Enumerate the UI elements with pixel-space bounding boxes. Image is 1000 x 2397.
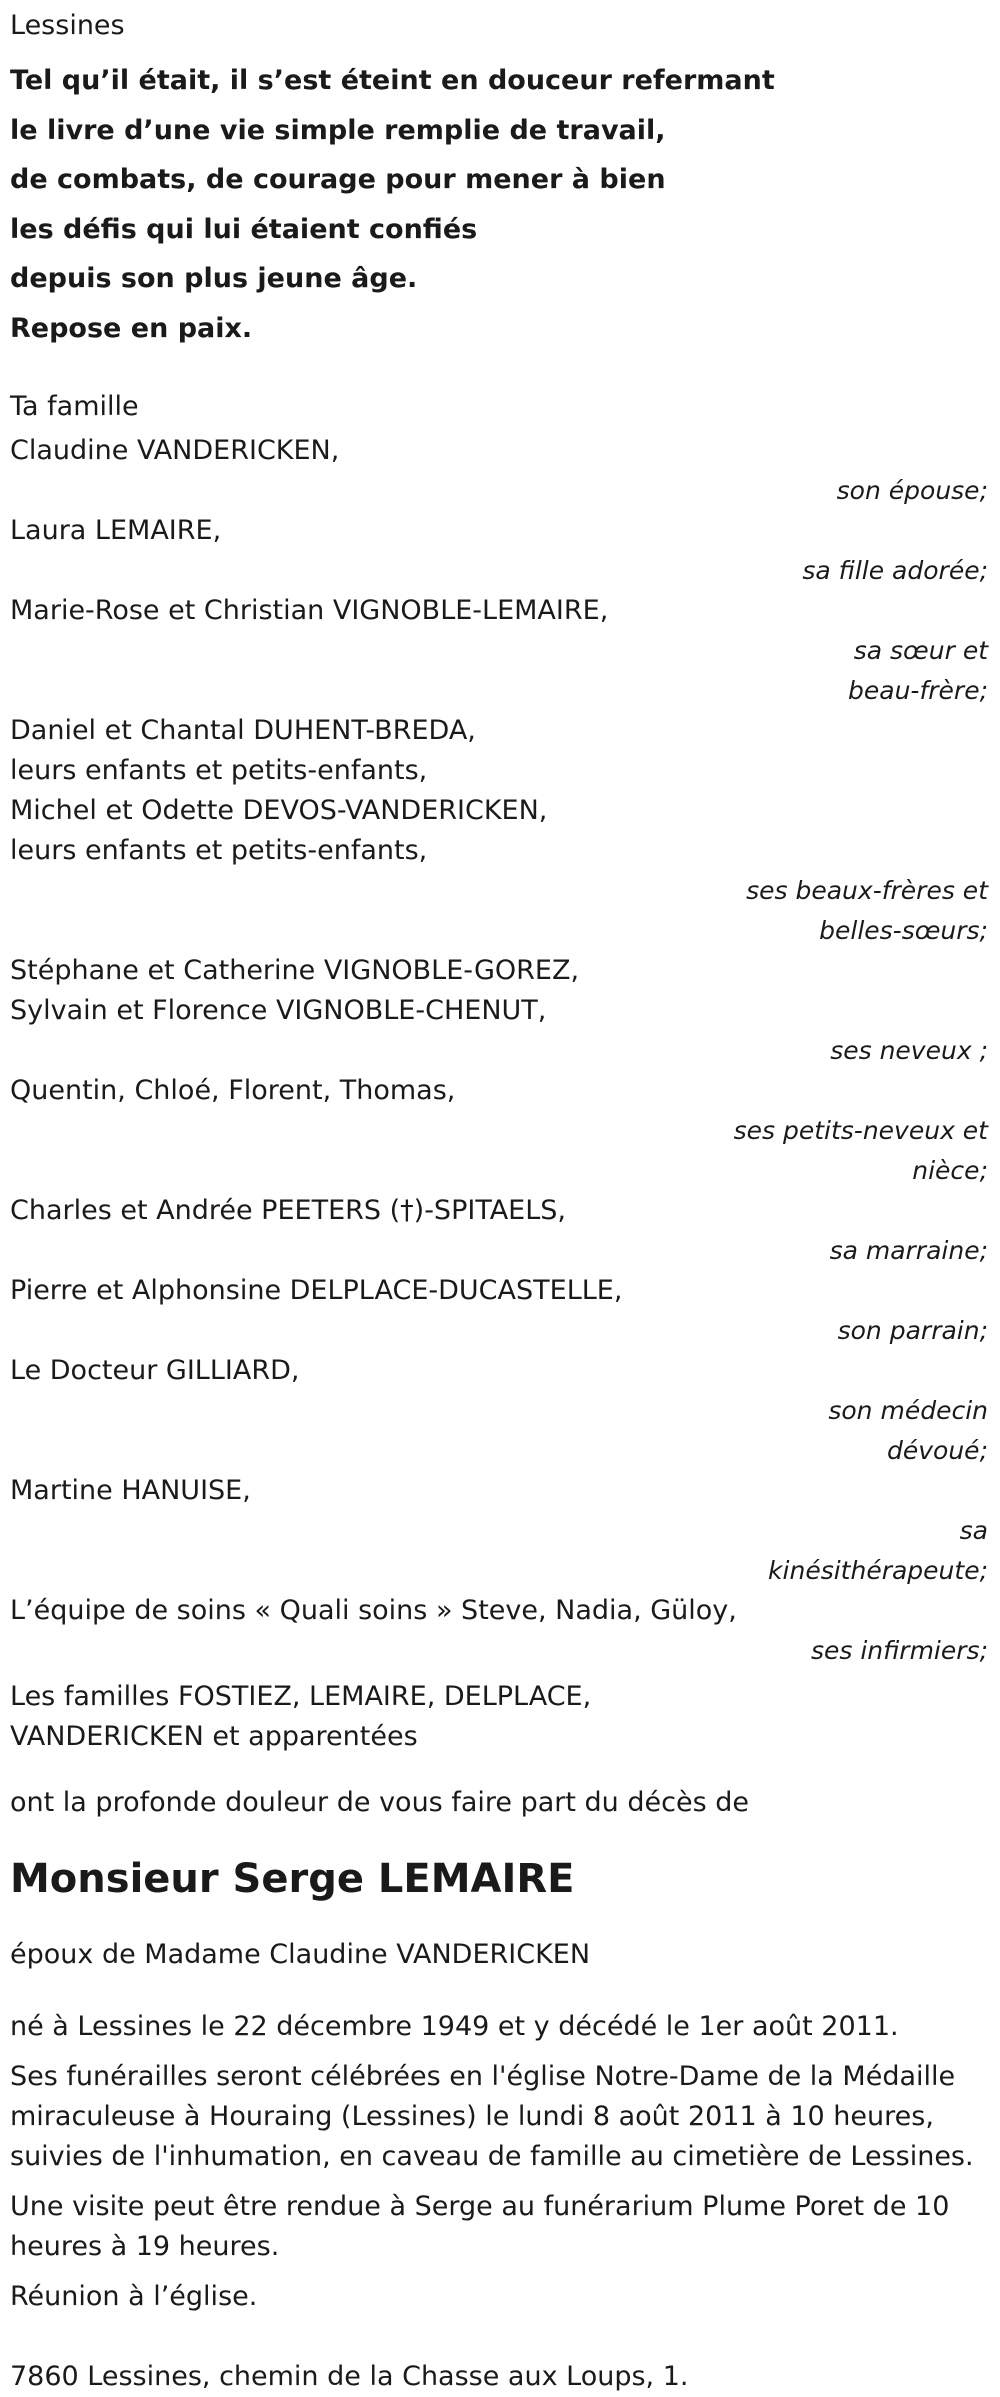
relation-text: dévoué; [887,1436,988,1465]
family-names [10,1471,990,1511]
relation-text: beau-frère; [848,676,988,705]
family-list [10,431,990,1671]
family-names [10,511,990,551]
family-names [10,1351,990,1391]
relation-text: son médecin [828,1396,988,1425]
family-member-name: Marie-Rose et Christian VIGNOBLE-LEMAIRE, [10,595,609,626]
relation-text: sa marraine; [829,1236,988,1265]
family-member-name: Stéphane et Catherine VIGNOBLE-GOREZ, [10,955,580,986]
poem-line: Tel qu’il était, il s’est éteint en douceur refermant [10,65,775,96]
poem-line: de combats, de courage pour mener à bien [10,164,666,195]
deceased-name: Monsieur Serge LEMAIRE [10,1856,575,1902]
announcement-text: ont la profonde douleur de vous faire part du décès de [10,1787,749,1818]
relation-text: belles-sœurs; [819,916,988,945]
family-entry [10,591,990,711]
family-names [10,431,990,471]
family-names [10,711,990,871]
family-member-name: Charles et Andrée PEETERS (†)-SPITAELS, [10,1195,567,1226]
family-entry [10,1591,990,1671]
family-member-name: leurs enfants et petits-enfants, [10,755,428,786]
details-paragraph: Une visite peut être rendue à Serge au funérarium Plume Poret de 10 heures à 19 heures. [10,2191,950,2262]
family-entry [10,1271,990,1351]
relation-text: sa sœur et [853,636,988,665]
family-entry [10,1471,990,1591]
spouse-line: époux de Madame Claudine VANDERICKEN [10,1939,591,1970]
relation-text: son épouse; [836,476,988,505]
family-names [10,1071,990,1111]
relation-text: sa [959,1516,988,1545]
family-names [10,591,990,631]
family-entry [10,1351,990,1471]
family-names [10,1191,990,1231]
family-entry [10,431,990,511]
relation-text: ses beaux-frères et [746,876,988,905]
family-entry [10,1071,990,1191]
relation-text: sa fille adorée; [802,556,988,585]
place-heading: Lessines [10,10,125,41]
family-relation [10,1391,988,1471]
family-relation [10,1111,988,1191]
tribute-poem [10,56,990,353]
family-relation [10,1031,988,1071]
poem-line: Repose en paix. [10,312,253,344]
relation-text: kinésithérapeute; [768,1556,988,1585]
family-member-name: L’équipe de soins « Quali soins » Steve, Nadia, Güloy, [10,1595,737,1626]
family-entry [10,1191,990,1271]
family-member-name: Pierre et Alphonsine DELPLACE-DUCASTELLE, [10,1275,623,1306]
relation-text: ses petits-neveux et [733,1116,988,1145]
family-relation [10,1631,988,1671]
family-closing-line: Les familles FOSTIEZ, LEMAIRE, DELPLACE, [10,1681,592,1712]
family-member-name: Sylvain et Florence VIGNOBLE-CHENUT, [10,995,547,1026]
poem-line: depuis son plus jeune âge. [10,263,418,294]
family-member-name: Quentin, Chloé, Florent, Thomas, [10,1075,456,1106]
family-member-name: leurs enfants et petits-enfants, [10,835,428,866]
family-relation [10,551,988,591]
family-entry [10,511,990,591]
family-names [10,951,990,1031]
family-names [10,1591,990,1631]
relation-text: nièce; [912,1156,988,1185]
family-closing-line: VANDERICKEN et apparentées [10,1721,418,1752]
family-entry [10,711,990,951]
details-paragraph: né à Lessines le 22 décembre 1949 et y décédé le 1er août 2011. [10,2011,899,2042]
funeral-details [10,2007,990,2317]
family-member-name: Claudine VANDERICKEN, [10,435,340,466]
relation-text: ses neveux ; [830,1036,988,1065]
family-relation [10,1231,988,1271]
family-entry [10,951,990,1071]
poem-line: les défis qui lui étaient confiés [10,213,478,245]
details-paragraph: Réunion à l’église. [10,2281,258,2312]
family-relation [10,471,988,511]
family-member-name: Laura LEMAIRE, [10,515,222,546]
family-relation [10,631,988,711]
relation-text: ses infirmiers; [810,1636,988,1665]
relation-text: son parrain; [837,1316,988,1345]
family-member-name: Martine HANUISE, [10,1475,251,1506]
family-intro: Ta famille [10,391,139,422]
family-member-name: Le Docteur GILLIARD, [10,1355,300,1386]
family-closing [10,1677,990,1757]
address-line: 7860 Lessines, chemin de la Chasse aux Loups, 1. [10,2361,689,2392]
details-paragraph: Ses funérailles seront célébrées en l'église Notre-Dame de la Médaille miraculeuse à Houraing (Lessines) le lundi 8 août 2011 à 10 heures, suivies de l'inhumation, en caveau de famille au cimetière de Lessines. [10,2061,974,2172]
family-relation [10,1311,988,1351]
family-member-name: Daniel et Chantal DUHENT-BREDA, [10,715,476,746]
family-relation [10,1511,988,1591]
poem-line: le livre d’une vie simple remplie de travail, [10,114,666,146]
family-names [10,1271,990,1311]
family-relation [10,871,988,951]
family-member-name: Michel et Odette DEVOS-VANDERICKEN, [10,795,548,826]
